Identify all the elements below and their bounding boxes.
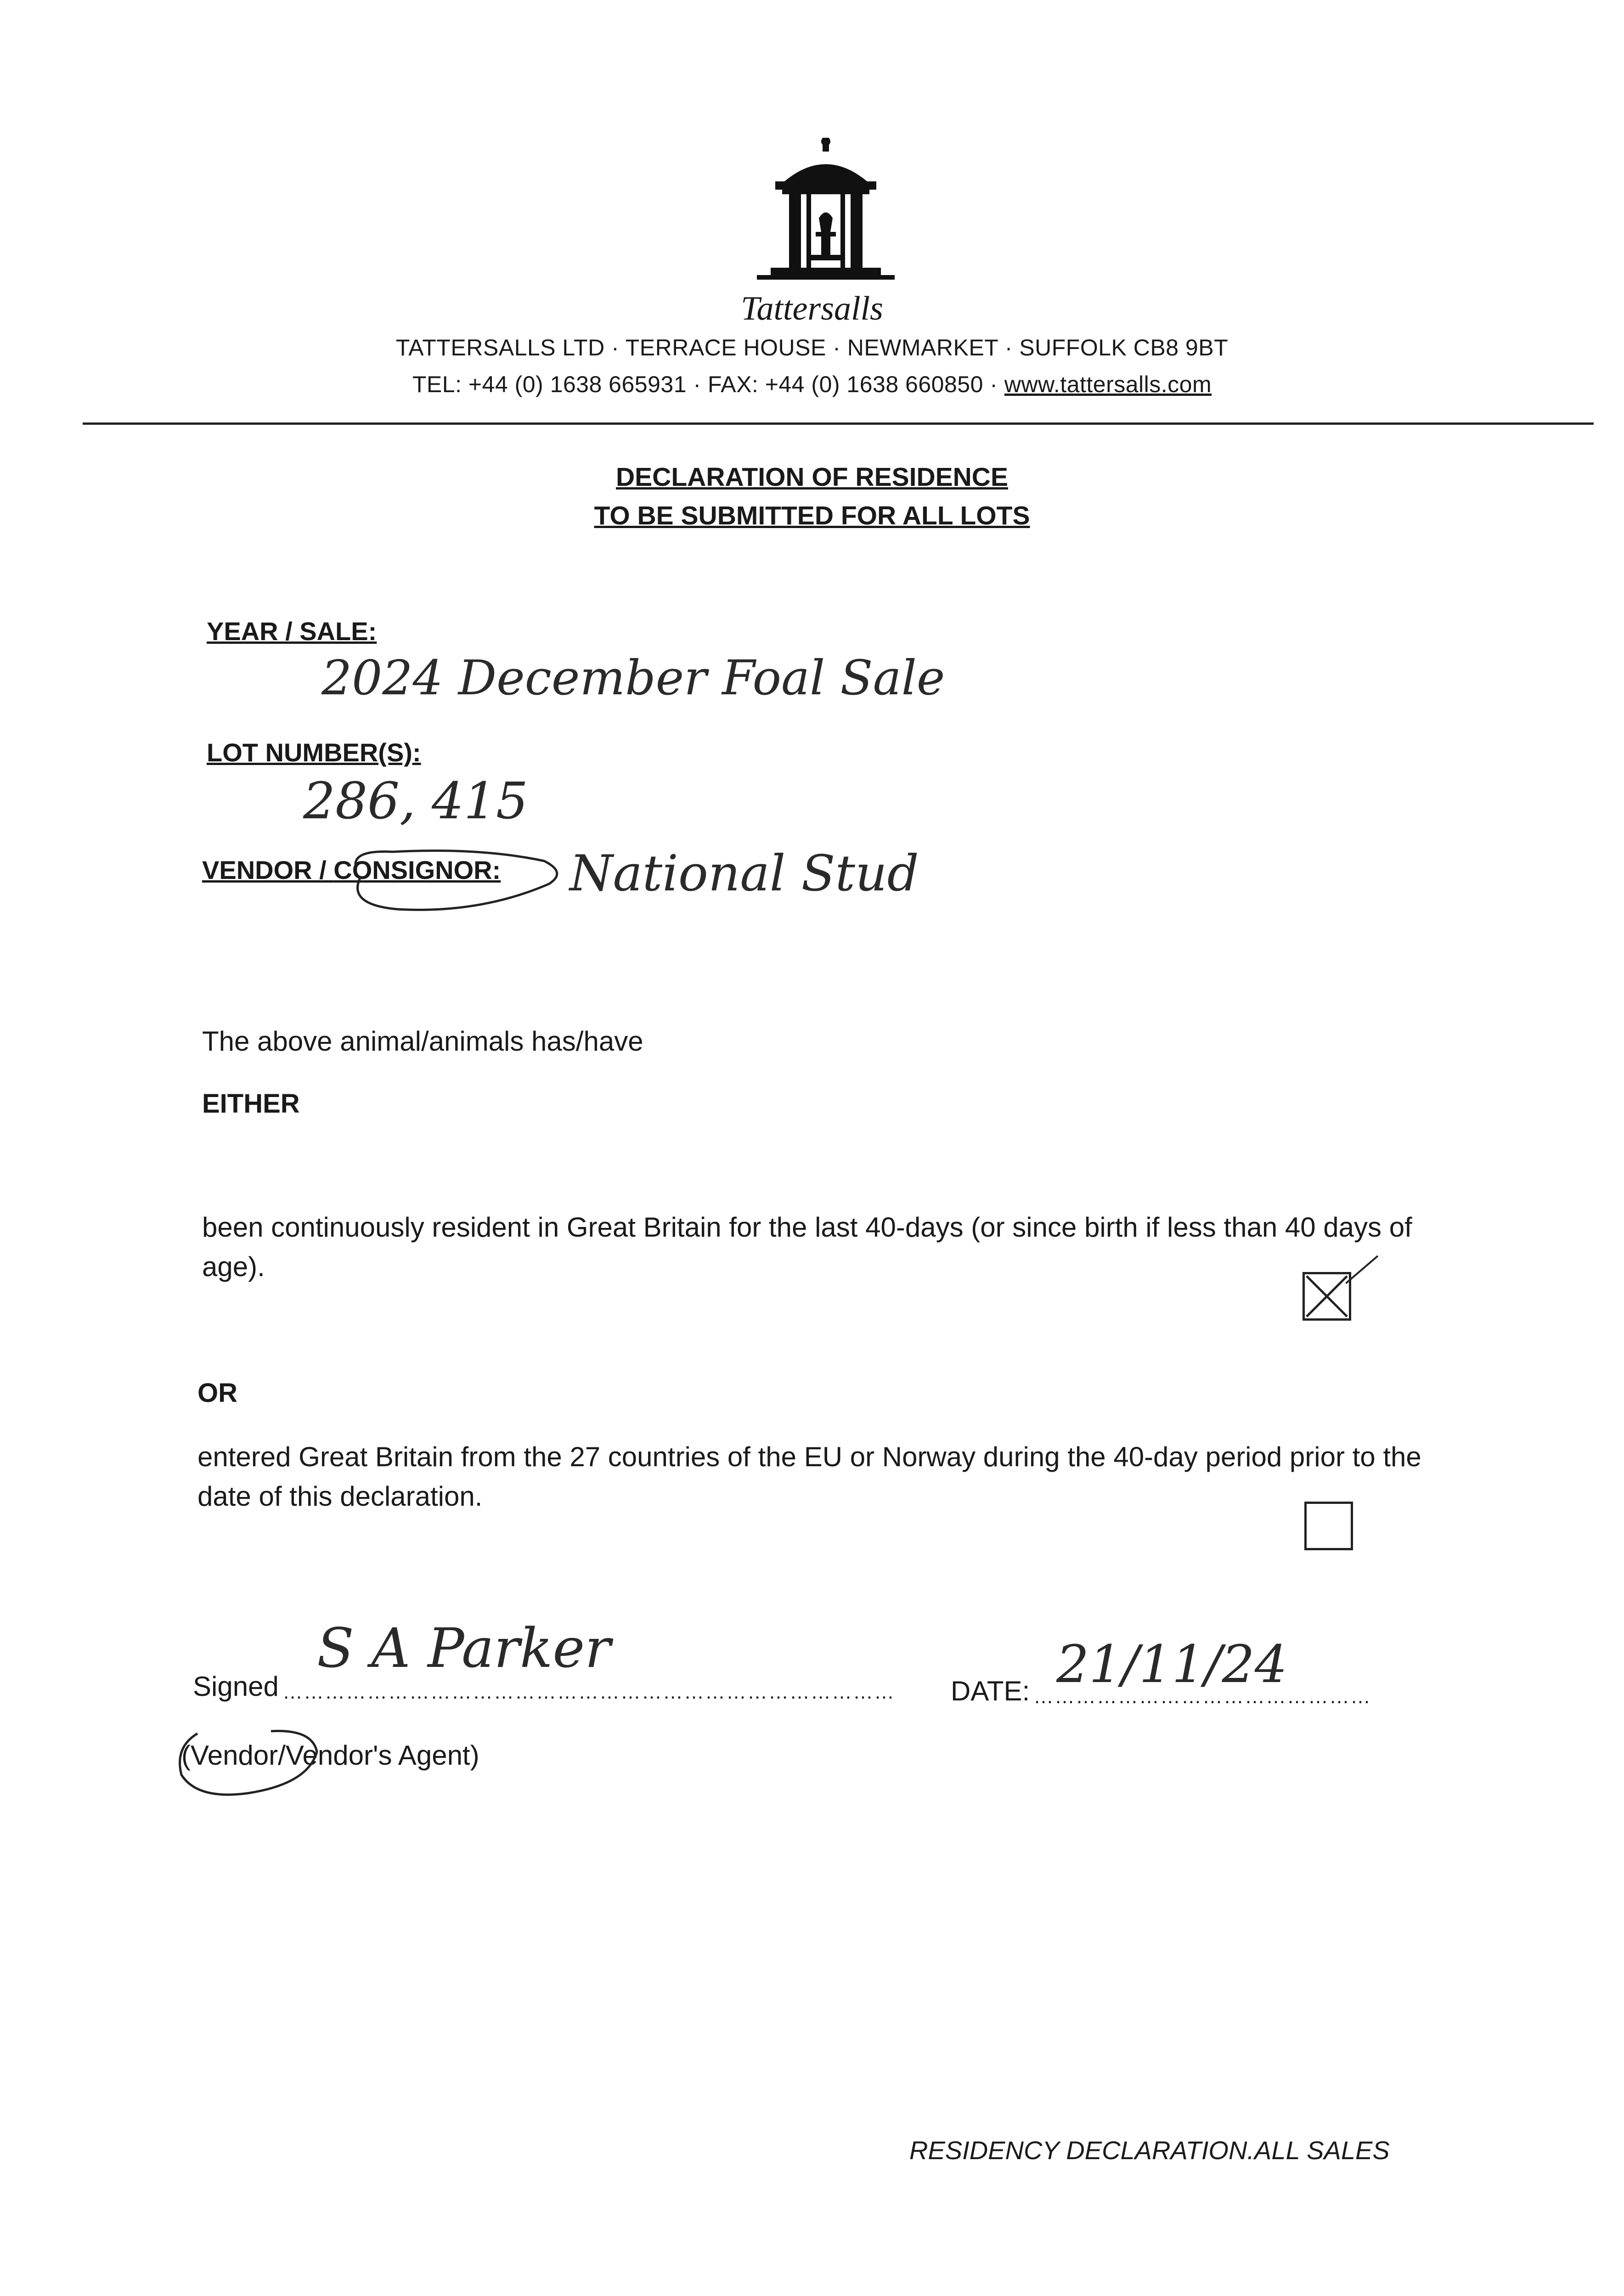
company-contact — [0, 371, 1624, 398]
signature-line: …………………………………………………………………………… — [282, 1681, 895, 1703]
intro-text: The above animal/animals has/have — [202, 1026, 643, 1057]
tattersalls-logo — [757, 138, 895, 294]
footer-reference: RESIDENCY DECLARATION.ALL SALES — [909, 2136, 1390, 2165]
website-link[interactable]: www.tattersalls.com — [1004, 371, 1212, 397]
option-1-checkbox[interactable] — [1303, 1272, 1351, 1321]
lot-numbers-label: LOT NUMBER(S): — [207, 738, 421, 767]
option-2-text: entered Great Britain from the 27 countries of the EU or Norway during the 40-day period prior to the date of this declaration. — [197, 1441, 1421, 1512]
option-2-checkbox[interactable] — [1304, 1502, 1353, 1550]
year-sale-label: YEAR / SALE: — [207, 617, 377, 646]
date-label: DATE: — [951, 1676, 1030, 1706]
document-subtitle: TO BE SUBMITTED FOR ALL LOTS — [594, 501, 1030, 530]
check-x-icon — [1305, 1274, 1349, 1318]
year-sale-value[interactable]: 2024 December Foal Sale — [321, 650, 945, 706]
tick-mark-icon — [1346, 1254, 1382, 1286]
vendor-label: VENDOR / — [202, 855, 334, 884]
document-title: DECLARATION OF RESIDENCE — [616, 462, 1008, 492]
or-label: OR — [197, 1378, 237, 1408]
phone-fax: TEL: +44 (0) 1638 665931 · FAX: +44 (0) 1638 660850 · — [412, 371, 1004, 397]
signature-value[interactable]: S A Parker — [317, 1616, 611, 1680]
role-open-paren: ( — [181, 1740, 191, 1771]
date-line: ………………………………………… — [1033, 1685, 1371, 1708]
either-label: EITHER — [202, 1089, 300, 1119]
date-value[interactable]: 21/11/24 — [1056, 1635, 1288, 1694]
brand-name: Tattersalls — [741, 290, 883, 327]
consignor-circle-mark — [342, 840, 567, 923]
option-1-text: been continuously resident in Great Britain for the last 40-days (or since birth if less than 40 days of age). — [202, 1212, 1412, 1282]
consignor-label: CONSIGNOR: — [333, 855, 501, 884]
vendor-circle-mark — [170, 1720, 326, 1812]
role-vendor: Vendor — [190, 1740, 278, 1771]
role-vendor-agent: /Vendor's Agent) — [278, 1740, 479, 1771]
signed-label: Signed — [193, 1671, 279, 1702]
vendor-value[interactable]: National Stud — [570, 845, 919, 902]
lot-numbers-value[interactable]: 286, 415 — [303, 771, 528, 830]
header-divider — [83, 422, 1594, 425]
company-address: TATTERSALLS LTD · TERRACE HOUSE · NEWMARKET · SUFFOLK CB8 9BT — [395, 335, 1229, 360]
